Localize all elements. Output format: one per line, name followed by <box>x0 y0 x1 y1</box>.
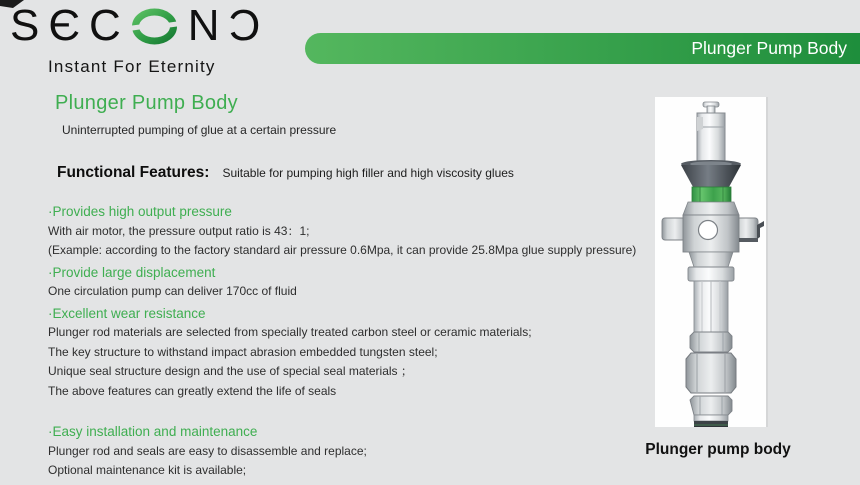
feature-line: The key structure to withstand impact abrasion embedded tungsten steel; <box>48 344 438 359</box>
feature-section-installation <box>48 422 644 481</box>
page-title: Plunger Pump Body <box>55 92 238 114</box>
logo <box>10 1 261 77</box>
header-banner <box>305 33 860 64</box>
feature-line: Plunger rod and seals are easy to disassemble and replace; <box>48 443 367 458</box>
logo-letter: Є <box>48 1 80 50</box>
feature-section-displacement <box>48 263 644 302</box>
functional-features-row <box>57 164 644 182</box>
logo-tagline: Instant For Eternity <box>48 57 216 76</box>
feature-line: Plunger rod materials are selected from specially treated carbon steel or ceramic materials; <box>48 325 532 339</box>
logo-letter: Ɔ <box>228 1 261 50</box>
logo-green-ring-icon <box>131 8 178 45</box>
functional-features-label: Functional Features: <box>57 164 210 181</box>
feature-heading: ·Provide large displacement <box>48 264 216 280</box>
feature-section-output-pressure <box>48 202 644 261</box>
logo-letter: C <box>88 1 121 50</box>
feature-line: Unique seal structure design and the use of special seal materials ； <box>48 364 413 378</box>
feature-sections <box>48 202 644 481</box>
feature-heading: ·Excellent wear resistance <box>48 305 206 321</box>
product-caption: Plunger pump body <box>645 441 791 458</box>
feature-line: (Example: according to the factory standard air pressure 0.6Mpa, it can provide 25.8Mpa glue supply pressure) <box>48 243 637 257</box>
page-subtitle: Uninterrupted pumping of glue at a certain pressure <box>62 123 337 137</box>
feature-heading: ·Provides high output pressure <box>48 204 232 219</box>
feature-line: One circulation pump can deliver 170cc of fluid <box>48 284 297 298</box>
feature-line: The above features can greatly extend the life of seals <box>48 383 337 398</box>
plunger-pump-illustration <box>655 97 768 427</box>
feature-line: With air motor, the pressure output ratio is 43：1; <box>48 223 310 238</box>
feature-section-wear-resistance <box>48 304 644 402</box>
functional-features-summary: Suitable for pumping high filler and high viscosity glues <box>222 166 514 180</box>
logo-wordmark <box>10 1 261 50</box>
main-content <box>48 92 644 481</box>
logo-letter: N <box>187 1 220 50</box>
product-image <box>655 97 768 427</box>
banner-title: Plunger Pump Body <box>691 38 847 58</box>
feature-heading: ·Easy installation and maintenance <box>48 424 258 439</box>
feature-line: Optional maintenance kit is available; <box>48 463 247 477</box>
logo-letter: S <box>10 1 40 50</box>
